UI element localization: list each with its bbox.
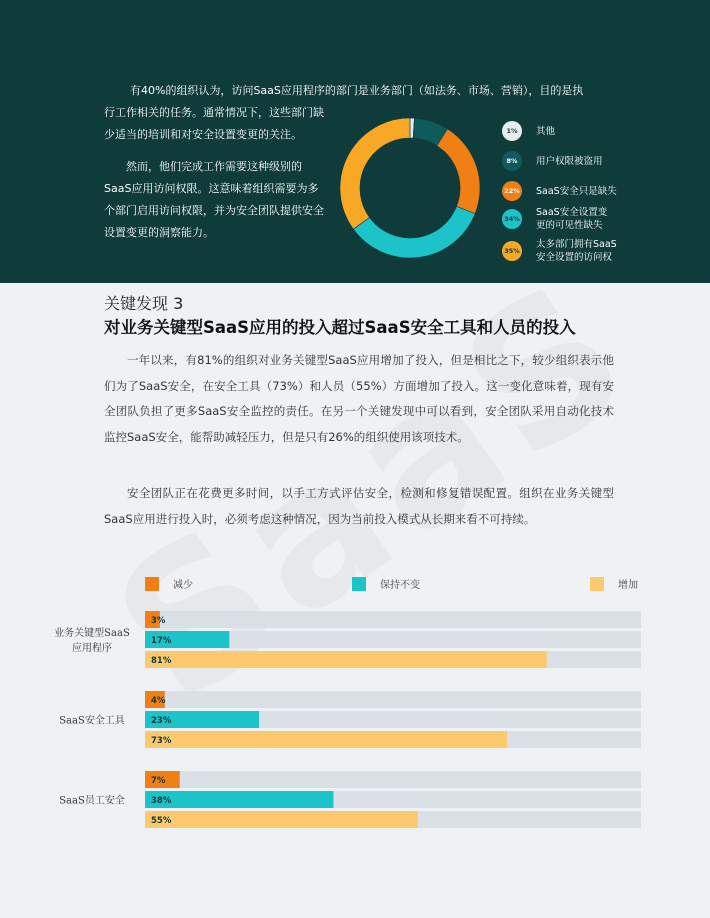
legend-swatch-2: [590, 577, 604, 591]
legend-item: [502, 150, 603, 172]
category-label: 业务关键型SaaS: [54, 628, 130, 639]
bar-track: [145, 771, 641, 788]
top-panel: [0, 0, 710, 283]
legend-swatch-0: [145, 577, 159, 591]
legend-item: [502, 180, 617, 202]
category-label: SaaS员工安全: [59, 795, 125, 807]
category-label: 应用程序: [72, 643, 112, 654]
bar-value-label: 4%: [151, 696, 166, 706]
legend-label: 用户权限被盗用: [536, 155, 603, 167]
legend-percent-badge: 22%: [502, 181, 522, 201]
bar: [145, 811, 418, 828]
donut-legend: [502, 118, 702, 278]
bar-chart: [0, 565, 710, 845]
legend-percent-badge: 1%: [502, 121, 522, 141]
bar-value-label: 7%: [151, 776, 166, 786]
intro-line-1: 有40%的组织认为，访问SaaS应用程序的部门是业务部门（如法务、市场、营销），目的是执: [130, 84, 584, 97]
intro-para-1-rest: 行工作相关的任务。通常情况下，这些部门缺少适当的培训和对安全设置变更的关注。: [104, 106, 324, 141]
legend-label: SaaS安全设置变 更的可见性缺失: [536, 207, 608, 231]
legend-item: [502, 240, 617, 262]
body-para-2: 安全团队正在花费更多时间，以手工方式评估安全，检测和修复错误配置。组织在业务关键型SaaS应用进行投入时，必须考虑这种情况，因为当前投入模式从长期来看不可持续。: [104, 486, 614, 526]
bar-value-label: 17%: [151, 636, 172, 646]
legend-label-2: 增加: [618, 580, 638, 591]
donut-chart: [330, 108, 490, 268]
donut-svg: [330, 108, 490, 268]
legend-label-1: 保持不变: [380, 580, 420, 591]
bar-value-label: 38%: [151, 796, 172, 806]
legend-percent-badge: 35%: [502, 241, 522, 261]
body-para-1: 一年以来，有81%的组织对业务关键型SaaS应用增加了投入，但是相比之下，较少组织表示他们为了SaaS安全，在安全工具（73%）和人员（55%）方面增加了投入。这一变化意味着，现有安全团队负担了更多SaaS安全监控的责任。在另一个关键发现中可以看到，安全团队采用自动化技术监控SaaS安全，能帮助减轻压力，但是只有26%的组织使用该项技术。: [104, 353, 614, 444]
legend-swatch-1: [352, 577, 366, 591]
legend-label: 太多部门拥有SaaS 安全设置的访问权: [536, 239, 617, 263]
finding-label: 关键发现 3: [104, 294, 184, 313]
legend-percent-badge: 34%: [502, 209, 522, 229]
category-label: SaaS安全工具: [59, 715, 125, 727]
bar-value-label: 3%: [151, 616, 166, 626]
bar-chart-svg: [0, 565, 710, 845]
legend-item: [502, 208, 607, 230]
legend-item: [502, 120, 555, 142]
legend-label: SaaS安全只是缺失: [536, 185, 617, 197]
bar: [145, 651, 547, 668]
legend-label: 其他: [536, 125, 556, 137]
bar-value-label: 73%: [151, 736, 172, 746]
donut-slice-2: [437, 129, 480, 214]
bar-value-label: 23%: [151, 716, 172, 726]
bar-value-label: 81%: [151, 656, 172, 666]
bar-track: [145, 611, 641, 628]
bar: [145, 791, 333, 808]
donut-slice-3: [353, 206, 475, 258]
bar-track: [145, 691, 641, 708]
finding-title: 对业务关键型SaaS应用的投入超过SaaS安全工具和人员的投入: [104, 318, 576, 337]
donut-slice-4: [340, 118, 410, 229]
legend-label-0: 减少: [173, 580, 193, 591]
bar-value-label: 55%: [151, 816, 172, 826]
bar: [145, 731, 507, 748]
legend-percent-badge: 8%: [502, 151, 522, 171]
intro-para-2: 然而，他们完成工作需要这种级别的SaaS应用访问权限。这意味着组织需要为多个部门启用访问权限，并为安全团队提供安全设置变更的洞察能力。: [104, 160, 324, 239]
